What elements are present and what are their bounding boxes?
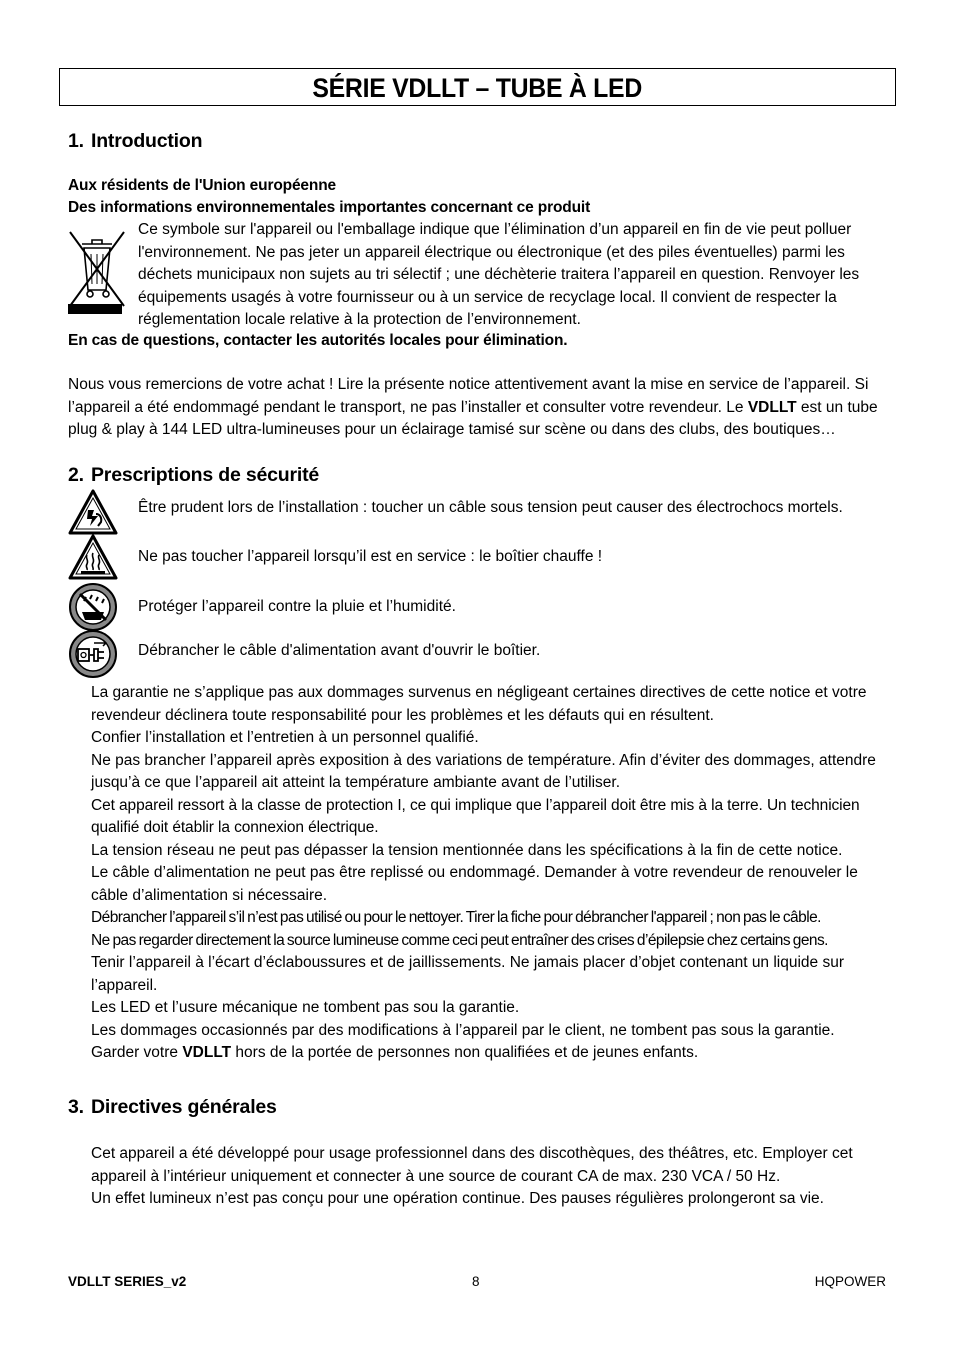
section-title: Prescriptions de sécurité xyxy=(91,464,320,486)
section-title: Directives générales xyxy=(91,1096,277,1118)
list-item xyxy=(91,1042,891,1065)
product-name: VDLLT xyxy=(747,398,797,416)
footer-page-number: 8 xyxy=(472,1274,480,1289)
list-item: Les LED et l’usure mécanique ne tombent pas sou la garantie. xyxy=(91,999,520,1016)
keep-away-text-a: Garder votre xyxy=(91,1044,183,1061)
keep-away-text-b: hors de la portée de personnes non qualifiées et de jeunes enfants. xyxy=(231,1044,699,1061)
safety-text-2: Ne pas toucher l’appareil lorsqu’il est en service : le boîtier chauffe ! xyxy=(138,548,603,565)
weee-description: Ce symbole sur l'appareil ou l'emballage indique que l’élimination d’un appareil en fin de vie peut polluer l'environnement. Ne pas jeter un appareil électrique ou électronique (et des piles éventuelles) parmi les déchets municipaux non sujets au tri sélectif ; une déchèterie traitera l’appareil en question. Renvoyer les équipements usagés à votre fournisseur ou à un service de recyclage local. Il convient de respecter la réglementation locale relative à la protection de l’environnement. xyxy=(138,221,860,328)
section-title: Introduction xyxy=(91,130,203,152)
hot-surface-warning-icon xyxy=(68,533,118,583)
section-number: 1. xyxy=(68,130,84,152)
safety-text-1: Être prudent lors de l’installation : toucher un câble sous tension peut causer des électrochocs mortels. xyxy=(138,499,843,516)
list-item: Les dommages occasionnés par des modifications à l’appareil par le client, ne tombent pas sous la garantie. xyxy=(91,1021,835,1039)
intro-paragraph xyxy=(68,374,890,442)
section-number: 2. xyxy=(68,464,84,486)
keep-dry-icon xyxy=(68,582,118,632)
section-3-heading xyxy=(68,1094,277,1120)
intro-text-b: est un tube plug & play à 144 LED ultra-lumineuses pour un éclairage tamisé sur scène ou dans des clubs, des boutiques… xyxy=(68,398,878,438)
list-item: La garantie ne s’applique pas aux dommages survenus en négligeant certaines directives de cette notice et votre revendeur déclinera toute responsabilité pour les problèmes et les défauts qui en résultent. xyxy=(91,684,867,724)
guideline-paragraph: Cet appareil a été développé pour usage professionnel dans des discothèques, des théâtres, etc. Employer cet appareil à l’intérieur uniquement et connecter à une source de courant CA de max. 230 VCA / 50 Hz. xyxy=(91,1145,853,1185)
footer-brand: HQPOWER xyxy=(814,1274,886,1289)
list-item: Tenir l’appareil à l’écart d’éclaboussures et de jaillissements. Ne jamais placer d’objet contenant un liquide sur l’appareil. xyxy=(91,954,845,994)
list-item: Débrancher l’appareil s’il n’est pas utilisé ou pour le nettoyer. Tirer la fiche pour débrancher l'appareil ; non pas le câble. xyxy=(91,909,821,926)
list-item: Ne pas regarder directement la source lumineuse comme ceci peut entraîner des crises d’épilepsie chez certains gens. xyxy=(91,931,828,949)
section-number: 3. xyxy=(68,1096,84,1118)
list-item: Cet appareil ressort à la classe de protection I, ce qui implique que l’appareil doit être mis à la terre. Un technicien qualifié doit établir la connexion électrique. xyxy=(91,796,860,836)
list-item: Ne pas brancher l’appareil après exposition à des variations de température. Afin d’éviter des dommages, attendre jusqu’à ce que l’appareil ait atteint la température ambiante avant de l’utiliser. xyxy=(91,751,876,791)
intro-text-a: Nous vous remercions de votre achat ! Lire la présente notice attentivement avant la mise en service de l’appareil. Si l’appareil a été endommagé pendant le transport, ne pas l’installer et consulter votre revendeur. Le xyxy=(68,376,869,416)
guideline-paragraph: Un effet lumineux n’est pas conçu pour une opération continue. Des pauses régulières prolongeront sa vie. xyxy=(91,1190,824,1207)
safety-text-3: Protéger l’appareil contre la pluie et l’humidité. xyxy=(138,598,456,615)
eu-heading: Aux résidents de l'Union européenne xyxy=(68,177,337,194)
env-heading: Des informations environnementales importantes concernant ce produit xyxy=(68,199,591,216)
list-item: La tension réseau ne peut pas dépasser la tension mentionnée dans les spécifications à la fin de cette notice. xyxy=(91,841,843,859)
page-title-box xyxy=(59,68,896,106)
footer-doc-id: VDLLT SERIES_v2 xyxy=(68,1274,187,1289)
electric-shock-warning-icon xyxy=(68,488,118,538)
disposal-questions: En cas de questions, contacter les autorités locales pour élimination. xyxy=(68,332,568,349)
list-item: Confier l’installation et l’entretien à un personnel qualifié. xyxy=(91,729,479,746)
general-guidelines xyxy=(91,1143,891,1211)
page-title: SÉRIE VDLLT – TUBE À LED xyxy=(312,73,643,103)
safety-text-4: Débrancher le câble d'alimentation avant d'ouvrir le boîtier. xyxy=(138,642,541,659)
safety-instructions-list xyxy=(91,682,891,1065)
section-2-heading xyxy=(68,462,319,488)
list-item: Le câble d’alimentation ne peut pas être replissé ou endommagé. Demander à votre revendeur de renouveler le câble d’alimentation si nécessaire. xyxy=(91,864,858,904)
weee-bin-icon xyxy=(68,228,126,318)
section-1-heading xyxy=(68,128,202,154)
product-name: VDLLT xyxy=(182,1044,232,1061)
unplug-icon xyxy=(68,629,118,679)
